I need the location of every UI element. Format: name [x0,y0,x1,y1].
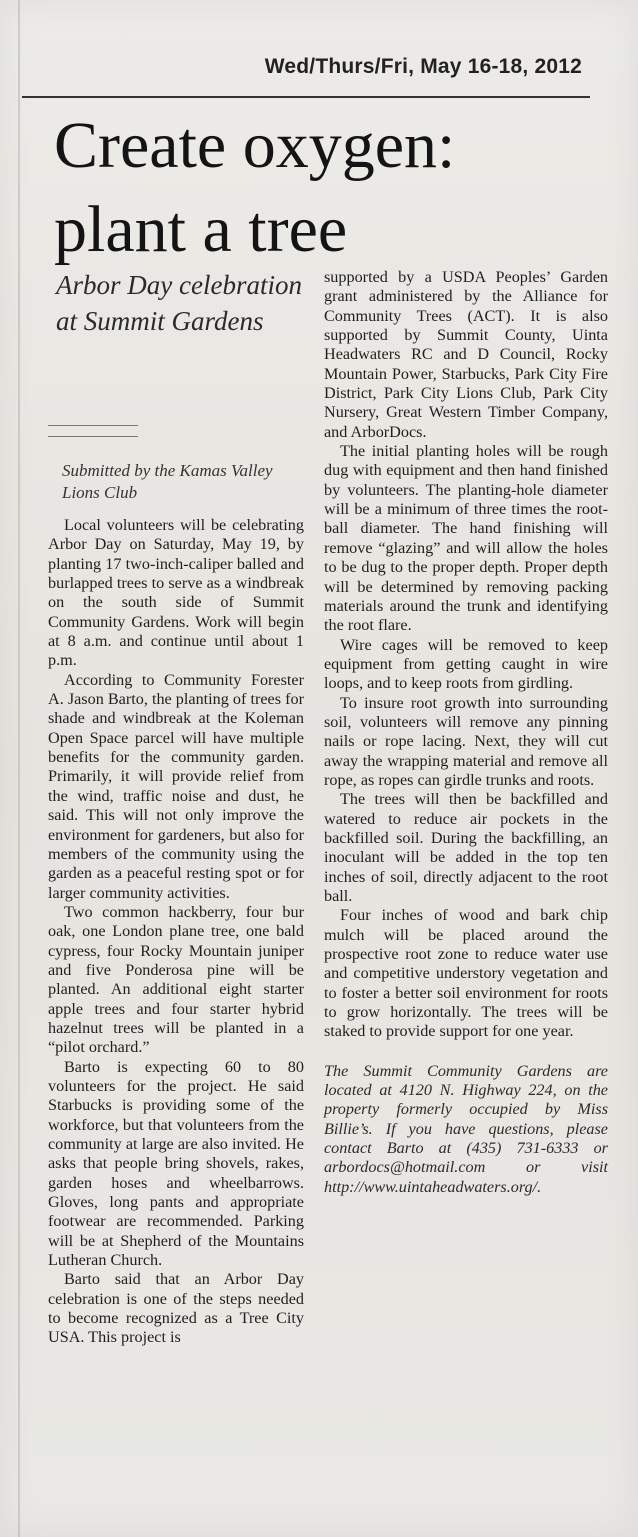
paragraph: Barto said that an Arbor Day celebration is one of the steps needed to become recognized as a Tree City USA. This project is [48,1270,304,1347]
paragraph: According to Community Forester A. Jason Barto, the planting of trees for shade and windbreak at the Koleman Open Space parcel will have multiple benefits for the community garden. Primarily, it will provide relief from the wind, traffic noise and dust, he said. This will not only improve the environment for gardeners, but also for members of the community using the garden as a peaceful resting spot or for larger community activities. [48,670,304,902]
subheadline: Arbor Day celebration at Summit Gardens [56,270,302,336]
headline [54,104,614,272]
closing-note: The Summit Community Gardens are located at 4120 N. Highway 224, on the property formerly occupied by Miss Billie’s. If you have questions, please contact Barto at (435) 731-6333 or arbordocs@hotmail.com or visit http://www.uintaheadwaters.org/. [324,1061,608,1196]
paragraph: Local volunteers will be celebrating Arbor Day on Saturday, May 19, by planting 17 two-inch-caliper balled and burlapped trees to serve as a windbreak on the south side of Summit Community Gardens. Work will begin at 8 a.m. and continue until about 1 p.m. [48,516,304,670]
headline-line-1: Create oxygen: [54,109,456,182]
deck-divider-top [48,425,138,426]
paragraph: Four inches of wood and bark chip mulch will be placed around the prospective root zone to reduce water use and competitive understory vegetation and to foster a better soil environment for roots to grow horizontally. The trees will be staked to provide support for one year. [324,906,608,1041]
paragraph: The initial planting holes will be rough dug with equipment and then hand finished by volunteers. The planting-hole diameter will be a minimum of three times the root-ball diameter. The hand finishing will remove “glazing” and will allow the holes to be dug to the proper depth. Proper depth will be determined by removing packing materials around the trunk and identifying the root flare. [324,442,608,635]
issue-dateline: Wed/Thurs/Fri, May 16-18, 2012 [264,55,582,78]
headline-line-2: plant a tree [54,193,348,266]
deck-divider-bottom [48,436,138,437]
paragraph: The trees will then be backfilled and watered to reduce air pockets in the backfilled soil. During the backfilling, an inoculant will be added in the top ten inches of soil, directly adjacent to the root ball. [324,790,608,905]
paragraph: Barto is expecting 60 to 80 volunteers for the project. He said Starbucks is providing some of the workforce, but that volunteers from the community at large are also invited. He asks that people bring shovels, rakes, garden hoses and wheelbarrows. Gloves, long pants and appropriate footwear are recommended. Parking will be at Shepherd of the Mountains Lutheran Church. [48,1057,304,1270]
article-column-left [48,516,304,1348]
header-rule [22,96,590,98]
paragraph: supported by a USDA Peoples’ Garden grant administered by the Alliance for Community Trees (ACT). It is also supported by Summit County, Uinta Headwaters RC and D Council, Rocky Mountain Power, Starbucks, Park City Fire District, Park City Lions Club, Park City Nursery, Great Western Timber Company, and ArborDocs. [324,268,608,441]
paragraph: Two common hackberry, four bur oak, one London plane tree, one bald cypress, four Rocky Mountain juniper and five Ponderosa pine will be planted. An additional eight starter apple trees and four starter hybrid hazelnut trees will be planted in a “pilot orchard.” [48,902,304,1057]
paragraph: Wire cages will be removed to keep equipment from getting caught in wire loops, and to keep roots from girdling. [324,635,608,693]
paragraph: To insure root growth into surrounding soil, volunteers will remove any pinning nails or rope lacing. Next, they will cut away the wrapping material and remove all rope, as ropes can girdle trunks and roots. [324,693,608,789]
byline: Submitted by the Kamas Valley Lions Club [62,461,273,502]
page-crease [18,0,20,1537]
article-column-right [324,268,608,1197]
